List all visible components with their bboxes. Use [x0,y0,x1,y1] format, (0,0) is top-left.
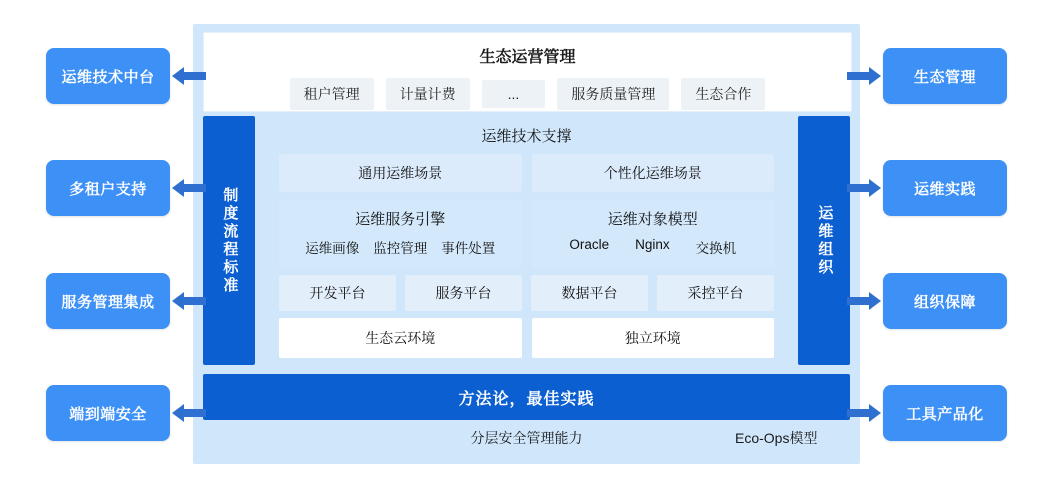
right-pill-org-guarantee[interactable]: 组织保障 [883,273,1007,329]
engine-row [265,199,788,268]
platform-row [265,275,788,311]
platform-service[interactable]: 服务平台 [405,275,522,311]
right-pill-ops-practice[interactable]: 运维实践 [883,160,1007,216]
chip-tenant-management[interactable]: 租户管理 [290,78,374,110]
eco-operations-title: 生态运营管理 [479,49,576,66]
engine-object-model-items [532,237,775,257]
engine-object-model[interactable] [532,199,775,268]
arrow-right-icon-1 [847,66,881,86]
footer-security-label: 分层安全管理能力 [470,430,583,446]
scenario-personalized[interactable]: 个性化运维场景 [532,154,775,192]
chip-eco-cooperation[interactable]: 生态合作 [681,78,765,110]
chip-service-quality-management[interactable]: 服务质量管理 [557,78,669,110]
platform-data[interactable]: 数据平台 [531,275,648,311]
engine-service-item-1: 运维画像 [305,241,360,256]
environment-standalone[interactable]: 独立环境 [532,318,775,358]
platform-collection-control[interactable]: 采控平台 [657,275,774,311]
right-pill-eco-management[interactable]: 生态管理 [883,48,1007,104]
arrow-right-icon-4 [847,403,881,423]
arrow-left-icon-1 [172,66,206,86]
environment-eco-cloud[interactable]: 生态云环境 [279,318,522,358]
vertical-bar-organization: 运维组织 [798,116,850,365]
engine-object-item-1: Oracle [569,237,610,252]
left-pill-ops-tech-platform[interactable]: 运维技术中台 [46,48,170,104]
engine-object-item-2: Nginx [635,237,670,252]
right-pill-tool-productization[interactable]: 工具产品化 [883,385,1007,441]
footer-model-label: Eco-Ops模型 [735,430,818,446]
left-pill-end-to-end-security[interactable]: 端到端安全 [46,385,170,441]
arrow-left-icon-2 [172,178,206,198]
methodology-bar: 方法论，最佳实践 [203,374,850,420]
arrow-right-icon-3 [847,291,881,311]
engine-service-item-3: 事件处置 [441,241,496,256]
environment-row [265,318,788,358]
left-pill-multi-tenant[interactable]: 多租户支持 [46,160,170,216]
eco-operations-chip-row [204,78,851,110]
arrow-left-icon-4 [172,403,206,423]
chip-metering-billing[interactable]: 计量计费 [386,78,470,110]
arrow-left-icon-3 [172,291,206,311]
arrow-right-icon-2 [847,178,881,198]
engine-service-item-2: 监控管理 [373,241,428,256]
scenario-general[interactable]: 通用运维场景 [279,154,522,192]
engine-service[interactable] [279,199,522,268]
eco-operations-card [203,32,852,112]
engine-object-model-title: 运维对象模型 [607,211,698,228]
vertical-bar-standards: 制度流程标准 [203,116,255,365]
scenario-row [265,154,788,192]
platform-development[interactable]: 开发平台 [279,275,396,311]
engine-object-item-3: 交换机 [695,241,737,256]
chip-more[interactable]: ... [482,80,546,108]
tech-support-stack [265,116,788,365]
engine-service-items [279,237,522,257]
left-pill-service-integration[interactable]: 服务管理集成 [46,273,170,329]
engine-service-title: 运维服务引擎 [355,211,446,228]
tech-support-title: 运维技术支撑 [481,128,572,145]
